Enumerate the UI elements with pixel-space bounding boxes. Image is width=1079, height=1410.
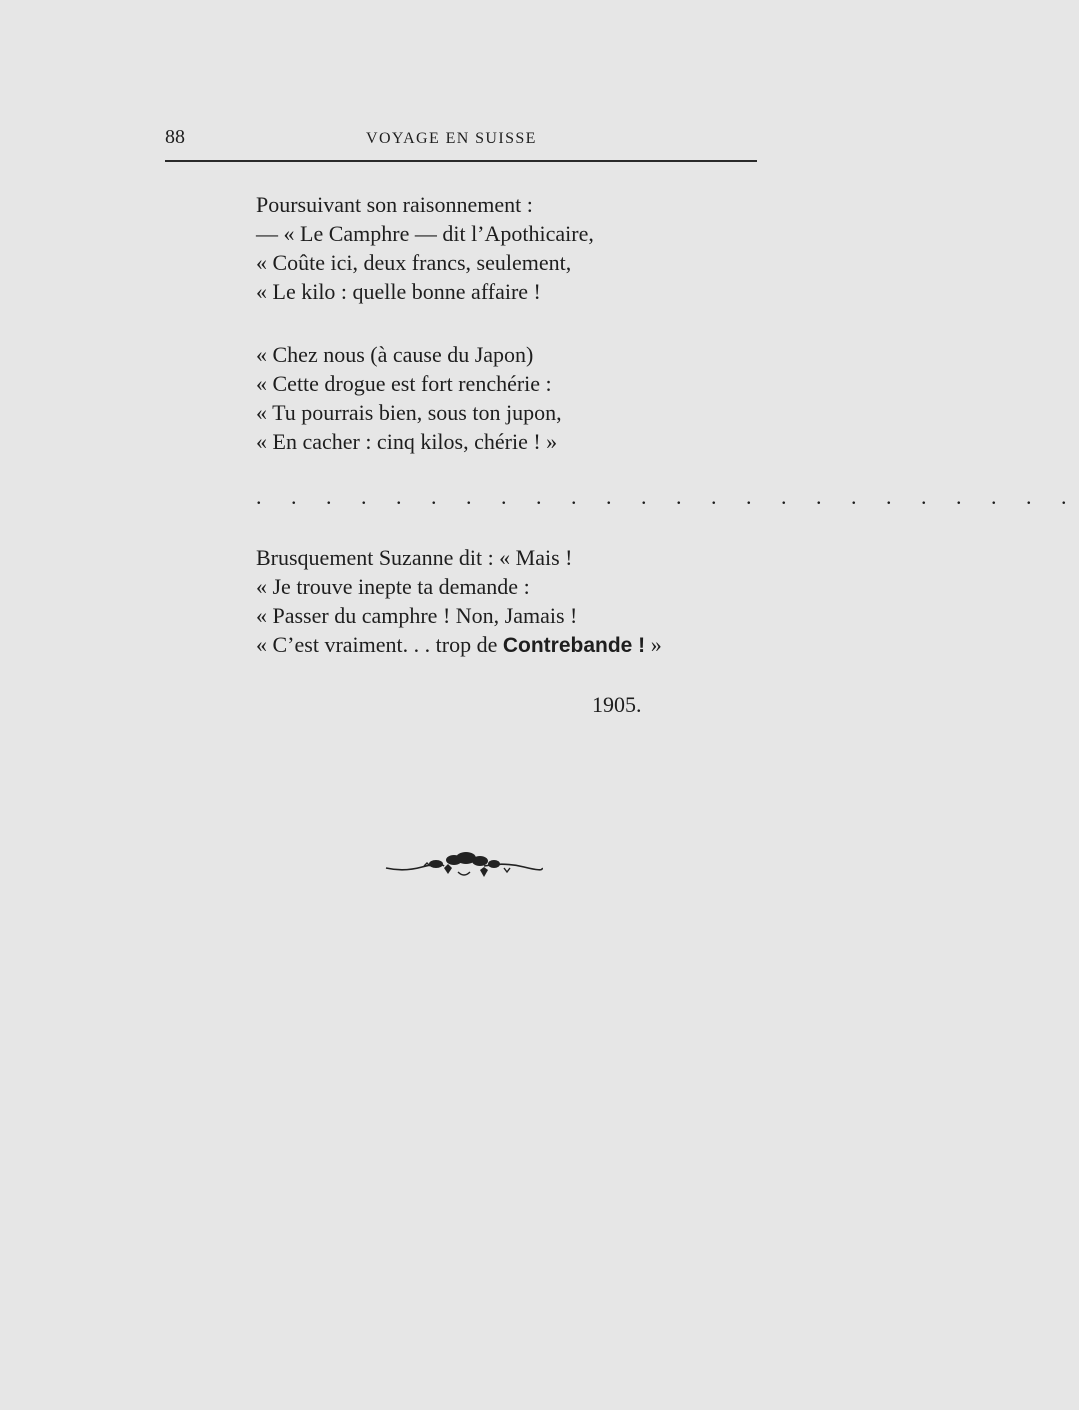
verse-line: Brusquement Suzanne dit : « Mais ! <box>256 545 573 570</box>
header-rule <box>165 160 757 162</box>
verse-line: Poursuivant son raisonnement : <box>256 192 533 217</box>
stanza-1 <box>256 190 594 306</box>
verse-line: « Le kilo : quelle bonne affaire ! <box>256 279 541 304</box>
poem-date: 1905. <box>592 692 642 717</box>
stanza-2 <box>256 340 562 456</box>
verse-line: « Je trouve inepte ta demande : <box>256 574 530 599</box>
floral-vignette-icon <box>384 848 544 893</box>
running-head: VOYAGE EN SUISSE <box>366 130 537 147</box>
page-number: 88 <box>165 126 185 148</box>
verse-line: « Passer du camphre ! Non, Jamais ! <box>256 603 578 628</box>
verse-line: « Coûte ici, deux francs, seulement, <box>256 250 572 275</box>
verse-line: « En cacher : cinq kilos, chérie ! » <box>256 429 558 454</box>
verse-line: — « Le Camphre — dit l’Apothicaire, <box>256 221 594 246</box>
verse-line: « Chez nous (à cause du Japon) <box>256 342 534 367</box>
verse-line: « Cette drogue est fort renchérie : <box>256 371 552 396</box>
dotted-separator: . . . . . . . . . . . . . . . . . . . . . . . . <box>256 484 1079 509</box>
verse-line: « Tu pourrais bien, sous ton jupon, <box>256 400 562 425</box>
verse-text: « C’est vraiment. . . trop de <box>256 632 503 657</box>
verse-line-final <box>256 630 662 660</box>
stanza-3 <box>256 543 662 660</box>
closing-quote: » <box>645 632 662 657</box>
emphasized-word: Contrebande ! <box>502 634 646 657</box>
